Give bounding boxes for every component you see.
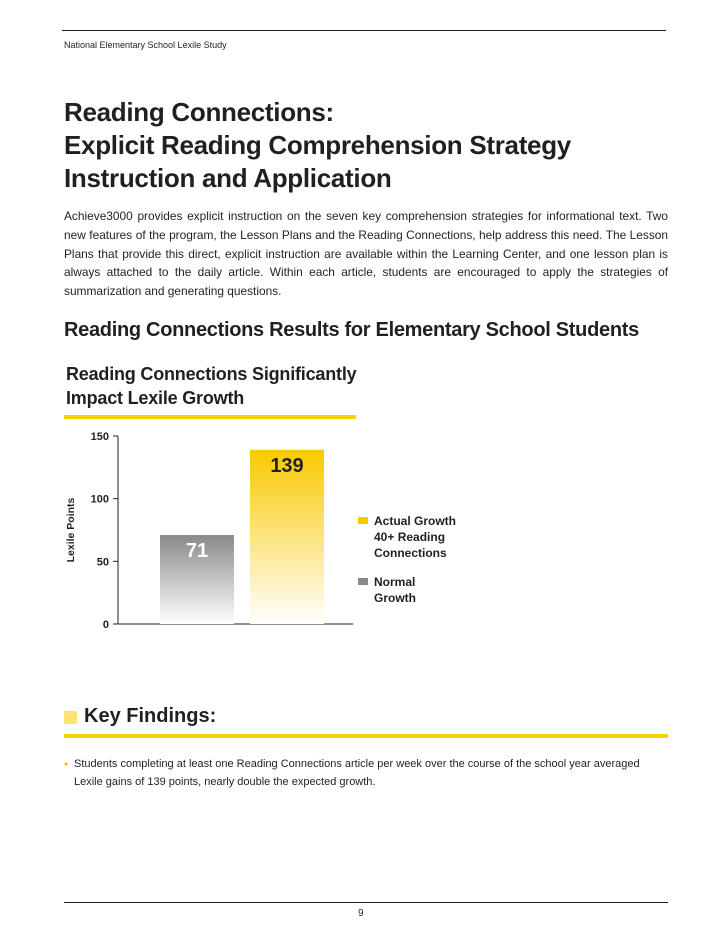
bullet-icon: • [64,757,69,771]
bottom-rule [64,902,668,903]
legend-label: Normal [374,575,416,589]
chart-title-rule [64,415,356,419]
key-finding-item [64,755,664,791]
page-number: 9 [358,908,364,919]
bar-data-label: 139 [270,454,304,477]
y-tick-label: 50 [96,556,109,569]
key-findings-square-icon [64,711,77,724]
legend-swatch-1 [358,578,368,585]
y-axis-label: Lexile Points [65,497,77,563]
section-heading: Reading Connections Results for Elementary School Students [64,319,639,341]
page-title-line: Explicit Reading Comprehension Strategy [64,130,571,160]
page-title-line: Instruction and Application [64,163,392,193]
bar-data-label: 71 [185,540,209,563]
lexile-growth-chart [60,422,480,634]
chart-title-line: Reading Connections Significantly [66,364,357,384]
page-title-line: Reading Connections: [64,97,334,127]
legend-label: 40+ Reading [374,530,446,544]
chart-title-line: Impact Lexile Growth [66,388,245,408]
key-findings-rule [64,734,668,738]
intro-paragraph: Achieve3000 provides explicit instruction on the seven key comprehension strategies for informational text. Two new features of the program, the Lesson Plans and the Reading Connections, help address this need. The Lesson Plans that provide this direct, explicit instruction are available within the Learning Center, and one lesson plan is always attached to the daily article. Within each article, students are encouraged to apply the strategies of summarization and generating questions. [64,209,668,299]
y-tick-label: 0 [102,619,109,631]
legend-label: Connections [374,546,447,560]
top-rule [62,30,666,31]
running-head: National Elementary School Lexile Study [64,40,227,50]
legend-label: Growth [374,591,416,605]
page-title [64,96,684,195]
legend-swatch-0 [358,517,368,524]
key-findings-list [64,755,664,791]
chart-title [66,362,356,410]
key-findings-heading: Key Findings: [84,705,217,727]
y-tick-label: 150 [90,431,109,443]
y-tick-label: 100 [90,493,109,506]
legend-label: Actual Growth [374,514,457,528]
key-finding-text: Students completing at least one Reading Connections article per week over the course of the school year averaged Lexile gains of 139 points, nearly double the expected growth. [74,758,640,788]
